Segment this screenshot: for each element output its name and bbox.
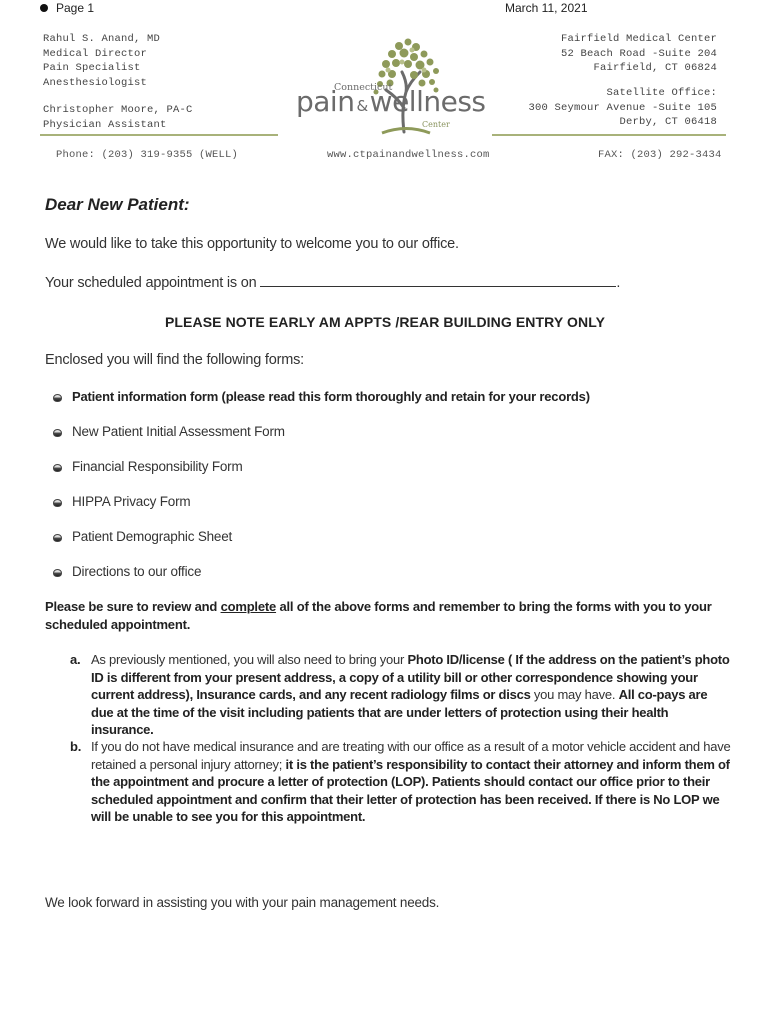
list-item <box>53 459 590 494</box>
form-name: Patient information form (please read this form thoroughly and retain for your records) <box>72 389 590 404</box>
page-indicator <box>40 1 94 15</box>
early-appointment-notice: PLEASE NOTE EARLY AM APPTS /REAR BUILDING ENTRY ONLY <box>164 314 606 330</box>
main-office-block <box>561 32 717 76</box>
item-a-text <box>91 651 731 739</box>
list-item <box>53 564 590 599</box>
assistant-title: Physician Assistant <box>43 118 167 131</box>
list-item <box>53 529 590 564</box>
list-item-a <box>70 651 730 741</box>
phone-number: Phone: (203) 319-9355 (WELL) <box>56 149 239 161</box>
reminder-underlined: complete <box>220 599 277 614</box>
clinic-logo <box>296 36 486 136</box>
fax-number: FAX: (203) 292-3434 <box>598 149 722 161</box>
list-item <box>53 424 590 459</box>
bullet-icon <box>53 464 62 472</box>
logo-center: Center <box>422 120 450 129</box>
assistant-block <box>43 103 193 132</box>
main-office-city: Fairfield, CT 06824 <box>593 62 717 74</box>
satellite-office-label: Satellite Office: <box>606 87 717 99</box>
physician-title: Medical Director <box>43 47 148 60</box>
item-b-part1: If you do not have medical insurance and are treating with our office as a result of a motor vehicle accident and have retained a personal injury attorney; <box>91 739 731 772</box>
physician-name: Rahul S. Anand, MD <box>43 33 161 45</box>
appointment-blank <box>260 274 616 287</box>
assistant-name: Christopher Moore, PA-C <box>43 104 193 116</box>
forms-list <box>53 389 590 599</box>
physician-specialty: Pain Specialist <box>43 62 141 74</box>
appointment-line <box>45 274 620 291</box>
appointment-prefix: Your scheduled appointment is on <box>45 275 257 291</box>
appointment-suffix: . <box>616 275 621 291</box>
main-office-street: 52 Beach Road -Suite 204 <box>560 47 717 60</box>
enclosed-forms-intro: Enclosed you will find the following forms: <box>45 352 304 368</box>
item-a-bold1: Photo ID/license ( If the address on the patient’s photo ID is different from your present address, a copy of a utility bill or other correspondence showing your current address), Insurance cards, and any recent radiology films or discs <box>91 652 730 702</box>
bullet-icon <box>53 569 62 577</box>
form-name: New Patient Initial Assessment Form <box>72 424 285 439</box>
physician-block <box>43 32 160 90</box>
main-office-name: Fairfield Medical Center <box>560 33 717 45</box>
list-item <box>53 389 590 424</box>
form-name: HIPPA Privacy Form <box>72 494 191 509</box>
reminder-text-end: all of the above forms and remember to bring the forms with you to your scheduled appointment. <box>45 599 712 632</box>
logo-wordmark <box>296 85 486 118</box>
logo-pain: pain <box>296 85 355 118</box>
satellite-office-street: 300 Seymour Avenue -Suite 105 <box>528 101 717 114</box>
reminder-paragraph <box>45 598 725 634</box>
item-b-text <box>91 738 731 826</box>
list-item <box>53 494 590 529</box>
item-a-bold2: All co-pays are due at the time of the visit including patients that are under letters of protection using their health insurance. <box>91 687 708 737</box>
reminder-text: Please be sure to review and <box>45 599 221 614</box>
satellite-office-city: Derby, CT 06418 <box>619 116 717 128</box>
logo-wellness: wellness <box>369 85 486 118</box>
item-a-part1: As previously mentioned, you will also need to bring your <box>91 652 408 667</box>
item-a-part2: you may have. <box>530 687 619 702</box>
page-number: Page 1 <box>56 1 95 15</box>
satellite-office-block <box>528 86 717 130</box>
website-link[interactable]: www.ctpainandwellness.com <box>327 149 490 161</box>
welcome-line: We would like to take this opportunity to welcome you to our office. <box>45 236 459 252</box>
letterhead-rule-left <box>40 134 278 136</box>
bullet-icon <box>53 534 62 542</box>
item-marker: b. <box>70 739 82 754</box>
document-date: March 11, 2021 <box>505 1 588 15</box>
form-name: Patient Demographic Sheet <box>72 529 233 544</box>
closing-line: We look forward in assisting you with your pain management needs. <box>45 895 440 910</box>
physician-specialty-2: Anesthesiologist <box>43 76 148 89</box>
bullet-icon <box>53 394 62 402</box>
logo-amp: & <box>356 97 368 115</box>
item-b-bold1: it is the patient’s responsibility to contact their attorney and inform them of the appointment and procure a letter of protection (LOP). Patients should contact our office prior to their scheduled appointment and confirm that their letter of protection has been received. If there is No LOP we will be unable to see you for this appointment. <box>91 756 730 824</box>
item-marker: a. <box>70 652 81 667</box>
list-item-b <box>70 738 730 848</box>
form-name: Directions to our office <box>72 564 202 579</box>
bullet-icon <box>53 499 62 507</box>
form-name: Financial Responsibility Form <box>72 459 243 474</box>
letterhead-rule-right <box>492 134 726 136</box>
greeting: Dear New Patient: <box>45 195 190 214</box>
logo-connecticut: Connecticut <box>334 82 393 93</box>
bullet-icon <box>53 429 62 437</box>
bullet-dot-icon <box>40 4 48 12</box>
